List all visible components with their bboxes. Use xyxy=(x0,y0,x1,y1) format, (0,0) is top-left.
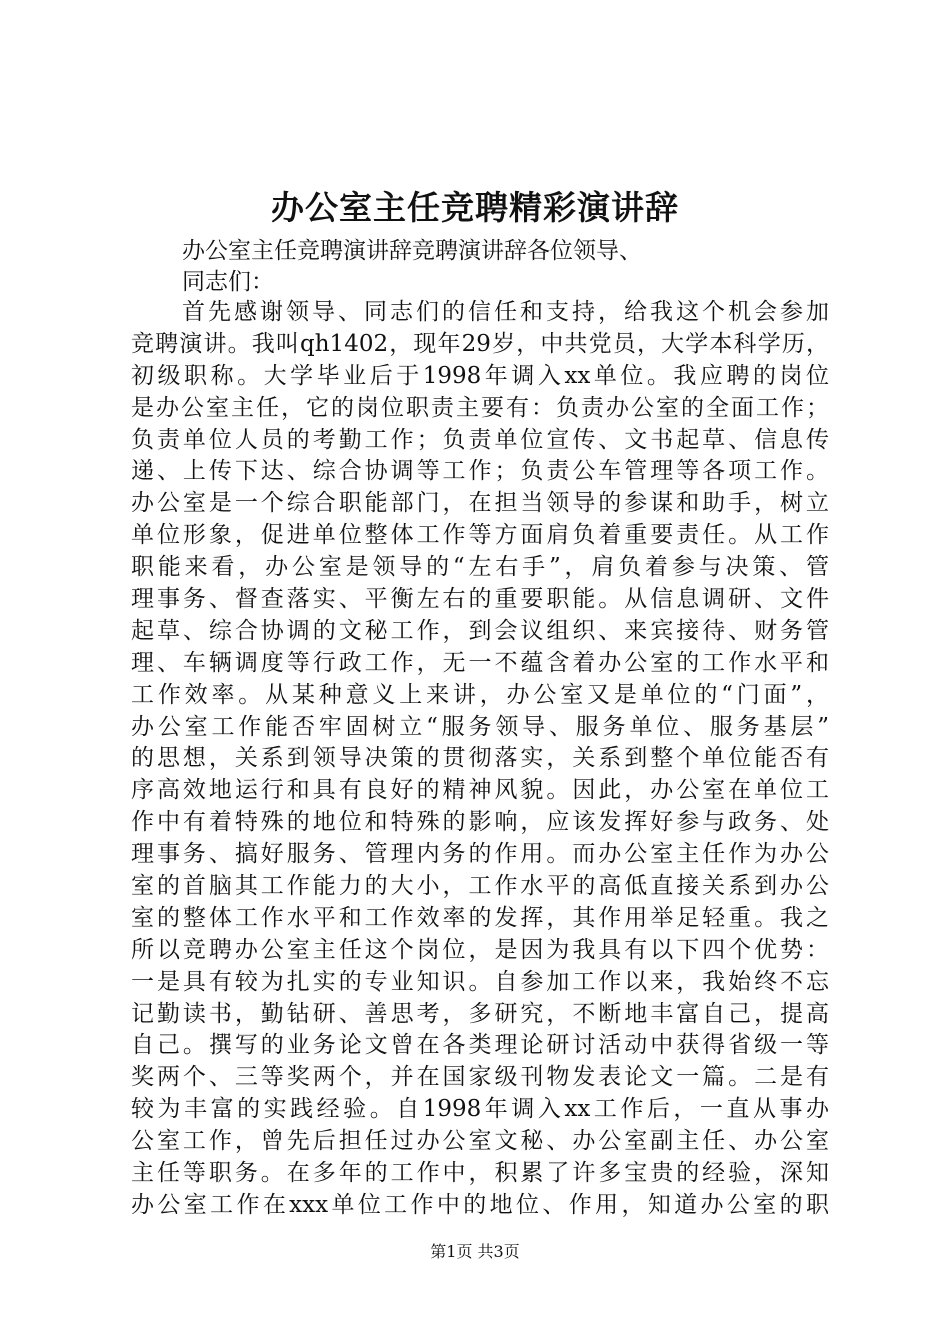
body-line: 首先感谢领导、同志们的信任和支持，给我这个机会参加 xyxy=(182,299,829,325)
body-paragraph xyxy=(131,297,829,1222)
body-line: 主任等职务。在多年的工作中，积累了许多宝贵的经验，深知 xyxy=(131,1160,829,1187)
body-line: 自己。撰写的业务论文曾在各类理论研讨活动中获得省级一等 xyxy=(131,1032,829,1059)
body-line: 办公室工作能否牢固树立“服务领导、服务单位、服务基层” xyxy=(131,713,829,740)
body-line: 作中有着特殊的地位和特殊的影响，应该发挥好参与政务、处 xyxy=(131,809,829,836)
body-line: 所以竞聘办公室主任这个岗位，是因为我具有以下四个优势： xyxy=(131,936,829,963)
body-line: 的思想，关系到领导决策的贯彻落实，关系到整个单位能否有 xyxy=(131,745,829,772)
body-line: 办公室工作在xxx单位工作中的地位、作用，知道办公室的职 xyxy=(131,1191,829,1218)
body-line: 初级职称。大学毕业后于1998年调入xx单位。我应聘的岗位 xyxy=(131,362,829,389)
body-line: 公室工作，曾先后担任过办公室文秘、办公室副主任、办公室 xyxy=(131,1128,829,1155)
body-line: 单位形象，促进单位整体工作等方面肩负着重要责任。从工作 xyxy=(131,522,829,549)
body-line: 递、上传下达、综合协调等工作；负责公车管理等各项工作。 xyxy=(131,458,829,485)
body-line: 办公室是一个综合职能部门，在担当领导的参谋和助手，树立 xyxy=(131,490,829,517)
body-line: 记勤读书，勤钻研、善思考，多研究，不断地丰富自己，提高 xyxy=(131,1000,829,1027)
body-line: 是办公室主任，它的岗位职责主要有：负责办公室的全面工作； xyxy=(131,394,829,421)
body-line: 理、车辆调度等行政工作，无一不蕴含着办公室的工作水平和 xyxy=(131,649,829,676)
body-line: 理事务、督查落实、平衡左右的重要职能。从信息调研、文件 xyxy=(131,586,829,613)
document-title: 办公室主任竞聘精彩演讲辞 xyxy=(271,188,679,227)
body-line: 竞聘演讲。我叫qh1402，现年29岁，中共党员，大学本科学历， xyxy=(131,330,829,357)
body-line: 负责单位人员的考勤工作；负责单位宣传、文书起草、信息传 xyxy=(131,426,829,453)
page-number-footer: 第1页 共3页 xyxy=(430,1242,520,1261)
intro-line: 办公室主任竞聘演讲辞竞聘演讲辞各位领导、 xyxy=(182,238,642,264)
body-line: 序高效地运行和具有良好的精神风貌。因此，办公室在单位工 xyxy=(131,777,829,804)
body-line: 室的首脑其工作能力的大小，工作水平的高低直接关系到办公 xyxy=(131,873,829,900)
body-line: 较为丰富的实践经验。自1998年调入xx工作后，一直从事办 xyxy=(131,1096,829,1123)
body-line: 起草、综合协调的文秘工作，到会议组织、来宾接待、财务管 xyxy=(131,617,829,644)
body-line: 室的整体工作水平和工作效率的发挥，其作用举足轻重。我之 xyxy=(131,904,829,931)
body-line: 职能来看，办公室是领导的“左右手”，肩负着参与决策、管 xyxy=(131,554,829,581)
body-line: 理事务、搞好服务、管理内务的作用。而办公室主任作为办公 xyxy=(131,841,829,868)
body-line: 工作效率。从某种意义上来讲，办公室又是单位的“门面”， xyxy=(131,681,829,708)
intro-line: 同志们： xyxy=(182,269,274,295)
body-line: 一是具有较为扎实的专业知识。自参加工作以来，我始终不忘 xyxy=(131,968,829,995)
body-line: 奖两个、三等奖两个，并在国家级刊物发表论文一篇。二是有 xyxy=(131,1064,829,1091)
